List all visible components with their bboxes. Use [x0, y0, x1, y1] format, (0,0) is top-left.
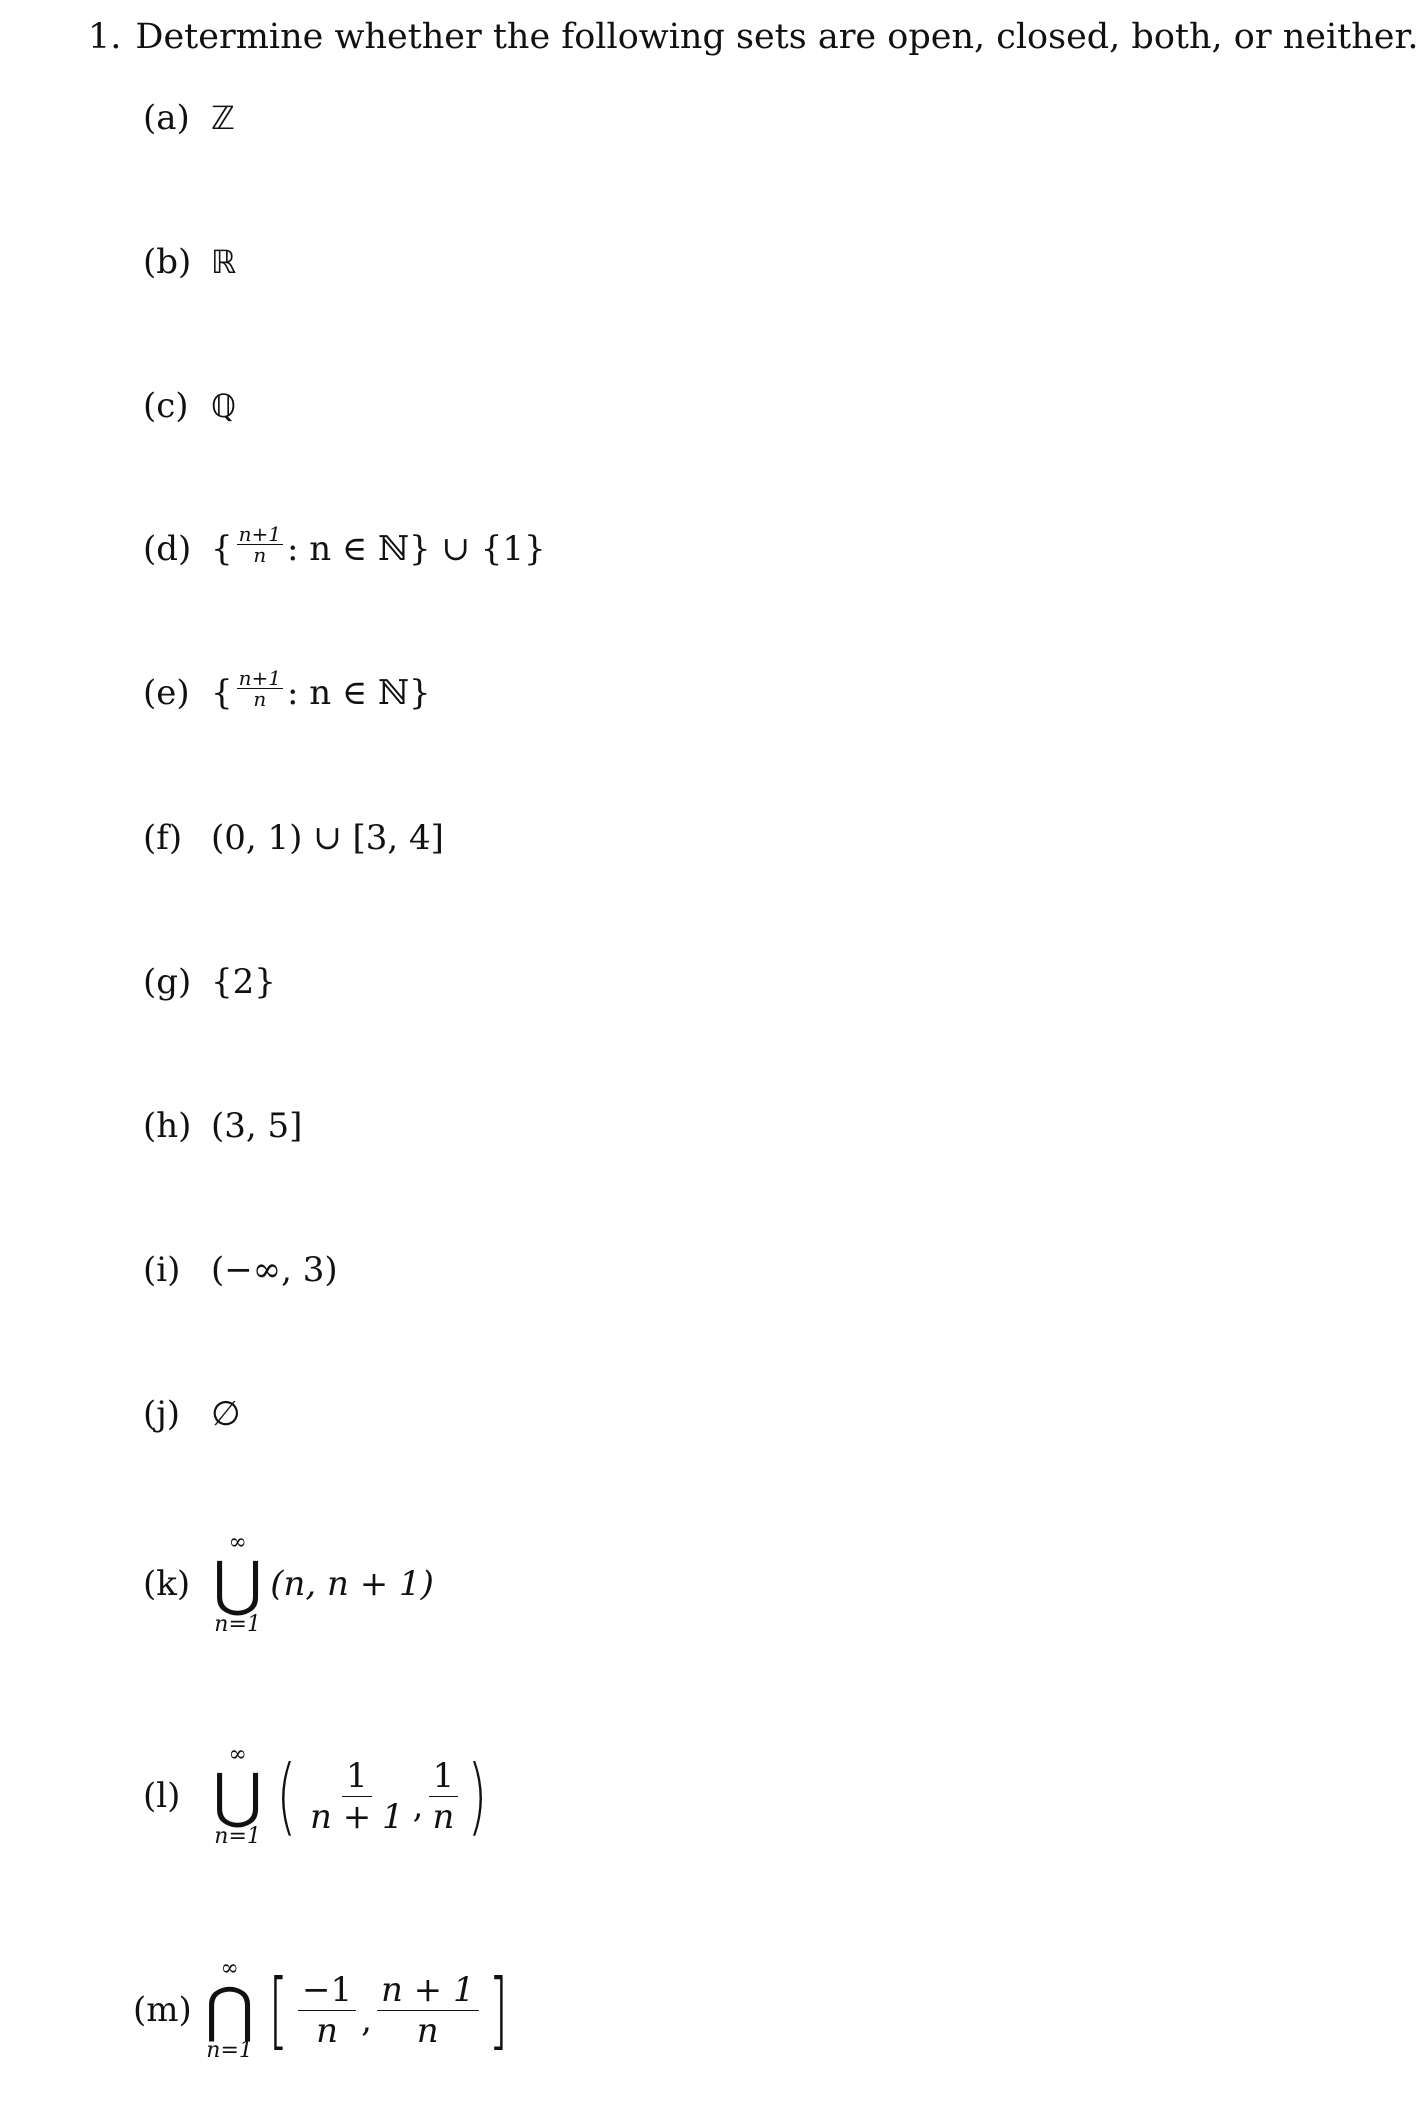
- comma: ,: [361, 2000, 372, 2040]
- comma: ,: [412, 1786, 424, 1826]
- fraction-denominator: n: [316, 2010, 339, 2051]
- fraction-numerator: 1: [342, 1756, 372, 1797]
- set-expression: (0, 1) ∪ [3, 4]: [211, 818, 444, 858]
- problem-statement: [88, 12, 1418, 62]
- right-paren: ): [467, 1747, 488, 1845]
- intersection-symbol: ⋂: [205, 1975, 255, 2045]
- big-union-operator: [213, 1530, 262, 1638]
- upper-limit: ∞: [228, 1742, 247, 1767]
- set-condition: : n ∈ ℕ}: [287, 672, 431, 713]
- item-label: (m): [133, 1990, 192, 2030]
- item-label: (a): [143, 98, 190, 138]
- left-paren: (: [276, 1747, 297, 1845]
- union-symbol: ⋃: [213, 1761, 263, 1831]
- item-label: (l): [143, 1776, 181, 1816]
- item-label: (j): [143, 1394, 181, 1434]
- operator-body: (n, n + 1): [270, 1564, 434, 1604]
- set-expression: (3, 5]: [211, 1106, 303, 1146]
- open-brace: {: [211, 528, 233, 569]
- item-i: [143, 1250, 338, 1290]
- set-expression: ℤ: [211, 99, 235, 137]
- set-expression: [211, 522, 546, 569]
- item-label: (k): [143, 1564, 191, 1604]
- open-brace: {: [211, 672, 233, 713]
- item-d: [143, 522, 546, 569]
- fraction-denominator: n: [253, 687, 267, 711]
- item-label: (c): [143, 386, 189, 426]
- fraction-numerator: −1: [298, 1970, 356, 2011]
- set-expression: {2}: [211, 962, 276, 1002]
- set-expression: [211, 1742, 494, 1850]
- display-fraction: [306, 1756, 408, 1837]
- item-a: [143, 98, 235, 138]
- fraction-denominator: n + 1: [310, 1796, 404, 1837]
- item-label: (h): [143, 1106, 192, 1146]
- item-k: [143, 1530, 434, 1638]
- problem-number: 1.: [88, 17, 122, 57]
- fraction-numerator: n+1: [238, 666, 282, 690]
- display-fraction: [298, 1970, 356, 2051]
- upper-limit: ∞: [220, 1956, 239, 1981]
- union-symbol: ⋃: [213, 1549, 263, 1619]
- fraction-denominator: n: [416, 2010, 439, 2051]
- item-g: [143, 962, 276, 1002]
- fraction-denominator: n: [432, 1796, 455, 1837]
- set-expression: [203, 1956, 514, 2064]
- item-c: [143, 386, 236, 426]
- lower-limit: n=1: [214, 1824, 261, 1849]
- fraction-numerator: 1: [429, 1756, 459, 1797]
- set-expression: ∅: [211, 1394, 241, 1434]
- set-condition: : n ∈ ℕ} ∪ {1}: [287, 528, 546, 569]
- set-expression: [211, 666, 431, 713]
- fraction-numerator: n + 1: [377, 1970, 479, 2011]
- display-fraction: [428, 1756, 458, 1837]
- set-expression: ℚ: [211, 387, 237, 425]
- item-f: [143, 818, 444, 858]
- big-union-operator: [213, 1742, 262, 1850]
- left-bracket: [: [268, 1961, 289, 2059]
- item-label: (e): [143, 672, 190, 713]
- item-label: (b): [143, 242, 192, 282]
- fraction-denominator: n: [253, 543, 267, 567]
- set-expression: [211, 1530, 434, 1638]
- item-e: [143, 666, 431, 713]
- item-label: (d): [143, 528, 192, 569]
- set-expression: ℝ: [211, 243, 237, 281]
- item-l: [143, 1742, 494, 1850]
- fraction-numerator: n+1: [238, 522, 282, 546]
- right-bracket: ]: [488, 1961, 508, 2059]
- item-h: [143, 1106, 302, 1146]
- item-b: [143, 242, 236, 282]
- item-label: (g): [143, 962, 192, 1002]
- item-m: [133, 1956, 514, 2064]
- problem-text: Determine whether the following sets are open, closed, both, or neither.: [135, 17, 1418, 57]
- big-intersection-operator: [205, 1956, 254, 2064]
- display-fraction: [377, 1970, 479, 2051]
- lower-limit: n=1: [206, 2038, 253, 2063]
- item-label: (f): [143, 818, 183, 858]
- item-label: (i): [143, 1250, 181, 1290]
- item-j: [143, 1394, 241, 1434]
- set-expression: (−∞, 3): [211, 1250, 338, 1290]
- inline-fraction: [237, 668, 283, 709]
- lower-limit: n=1: [214, 1612, 261, 1637]
- upper-limit: ∞: [228, 1530, 247, 1555]
- inline-fraction: [237, 524, 283, 565]
